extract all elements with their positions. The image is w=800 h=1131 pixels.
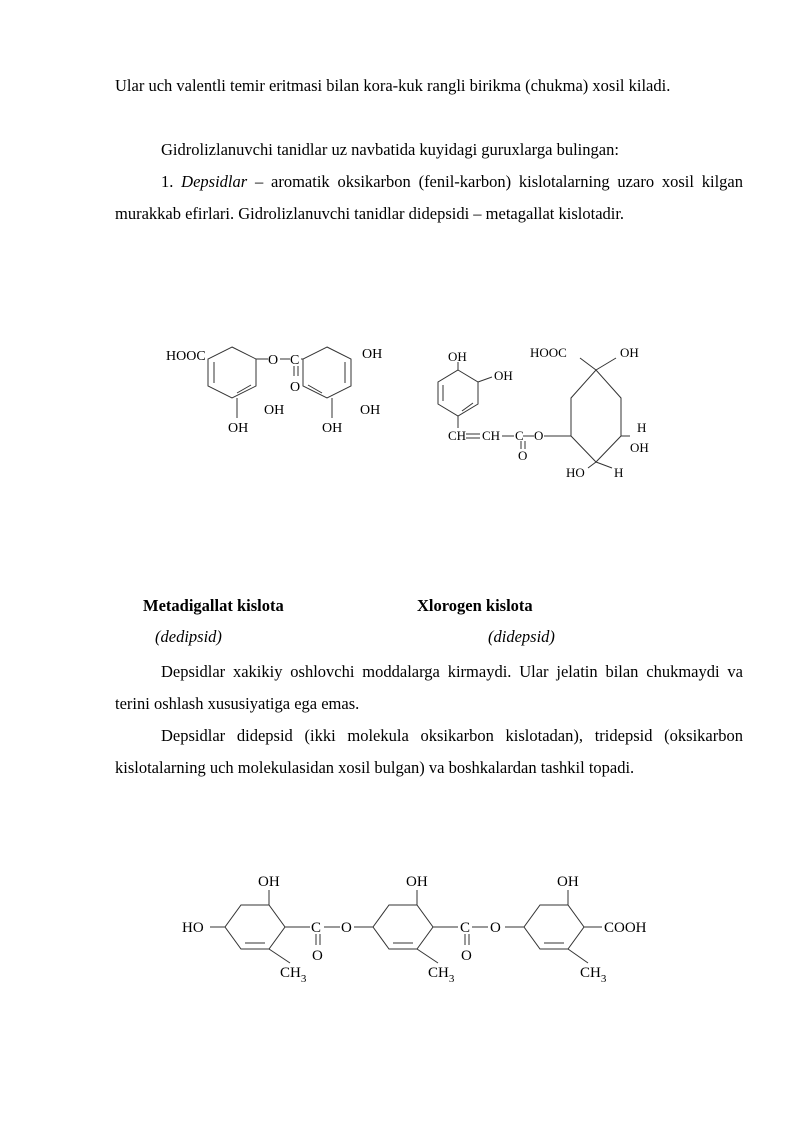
- tri-ch3-3-text: CH: [580, 965, 601, 981]
- tri-label-oh2: OH: [406, 874, 428, 890]
- tri-ch3-2-bond: [417, 949, 438, 963]
- tri-ring-2: [373, 905, 433, 949]
- paragraph-5-text: Depsidlar didepsid (ikki molekula oksikarbon kislotadan), tridepsid (oksikarbon kislotalarning uch molekulasidan xosil bulgan) va boshkalardan tashkil topadi.: [115, 726, 743, 777]
- label-h-1: H: [637, 420, 647, 435]
- paragraph-4-text: Depsidlar xakikiy oshlovchi moddalarga kirmaydi. Ular jelatin bilan chukmaydi va terini oshlash xususiyatiga ega emas.: [115, 662, 743, 713]
- tri-ch3-3-sub: 3: [600, 973, 607, 985]
- tri-ring-3: [524, 905, 584, 949]
- label-oh-bottom-right: OH: [322, 421, 343, 436]
- label-ho: HO: [566, 465, 585, 480]
- label-hooc-x: HOOC: [530, 345, 567, 360]
- tri-label-ch3-1: [280, 965, 307, 985]
- tri-ch3-1-text: CH: [280, 965, 301, 981]
- paragraph-4: [115, 656, 743, 720]
- tri-ch3-2-text: CH: [428, 965, 449, 981]
- quinic-ring: [571, 370, 621, 462]
- label-ch-1: CH: [448, 428, 467, 443]
- label-o: O: [534, 428, 544, 443]
- tri-label-c2: C: [460, 920, 471, 936]
- tri-label-ch3-3: [580, 965, 607, 985]
- label-oh-top-right: OH: [362, 347, 383, 362]
- paragraph-3-text: – aromatik oksikarbon (fenil-karbon) kislotalarning uzaro xosil kilgan murakkab efirlari. Gidrolizlanuvchi tanidlar didepsidi – metagallat kislotadir.: [115, 172, 743, 223]
- tri-label-od2: O: [461, 948, 472, 964]
- label-ester-o: O: [268, 353, 279, 368]
- tri-label-oh3: OH: [557, 874, 579, 890]
- caption-didepsid: (didepsid): [488, 627, 555, 646]
- tri-ring-1: [225, 905, 285, 949]
- tri-ch3-2-sub: 3: [448, 973, 455, 985]
- label-ch-2: CH: [482, 428, 501, 443]
- label-c: C: [515, 428, 524, 443]
- label-oh-right: OH: [360, 403, 381, 418]
- paragraph-2-text: Gidrolizlanuvchi tanidlar uz navbatida kuyidagi guruxlarga bulingan:: [161, 140, 619, 159]
- tri-label-cooh: COOH: [604, 920, 647, 936]
- term-depsidlar: Depsidlar: [181, 172, 248, 191]
- caption-metadigallat: Metadigallat kislota: [143, 596, 284, 615]
- label-oh-inner: OH: [264, 403, 285, 418]
- paragraph-1-text: Ular uch valentli temir eritmasi bilan kora-kuk rangli birikma (chukma) xosil kiladi.: [115, 76, 671, 95]
- label-oh-ring-right: OH: [630, 440, 649, 455]
- label-o-dbl: O: [518, 448, 528, 463]
- tri-ch3-3-bond: [568, 949, 588, 963]
- list-number: 1.: [161, 172, 182, 191]
- tri-label-o1: O: [341, 920, 352, 936]
- label-hooc: HOOC: [166, 349, 206, 364]
- paragraph-5: [115, 720, 743, 784]
- label-oh-bottom-left: OH: [228, 421, 249, 436]
- bond-hooc: [580, 358, 596, 370]
- bond-oh-quinic: [596, 358, 616, 370]
- tri-ch3-1-bond: [269, 949, 290, 963]
- label-oh-top: OH: [448, 349, 467, 364]
- label-oh-ring-top: OH: [620, 345, 639, 360]
- metadigallat-structure: [166, 347, 382, 436]
- label-carbonyl-o: O: [290, 380, 301, 395]
- tri-ch3-1-sub: 3: [300, 973, 307, 985]
- bond-ho: [588, 462, 596, 468]
- benzene-ring-1: [208, 347, 256, 398]
- caption-xlorogen: Xlorogen kislota: [417, 596, 533, 615]
- caffeoyl-ring: [438, 370, 478, 416]
- tri-label-o2: O: [490, 920, 501, 936]
- label-h-2: H: [614, 465, 624, 480]
- tri-label-c1: C: [311, 920, 322, 936]
- benzene-ring-2: [303, 347, 351, 398]
- tri-label-od1: O: [312, 948, 323, 964]
- tri-label-ch3-2: [428, 965, 455, 985]
- xlorogen-structure: [438, 345, 649, 480]
- bond-oh-meta: [478, 377, 492, 382]
- label-carbonyl-c: C: [290, 353, 300, 368]
- tri-label-oh1: OH: [258, 874, 280, 890]
- bond-h2: [596, 462, 612, 468]
- tri-label-ho: HO: [182, 920, 204, 936]
- label-oh-meta: OH: [494, 368, 513, 383]
- tridepsid-structure: [182, 874, 647, 985]
- caption-dedipsid: (dedipsid): [155, 627, 222, 646]
